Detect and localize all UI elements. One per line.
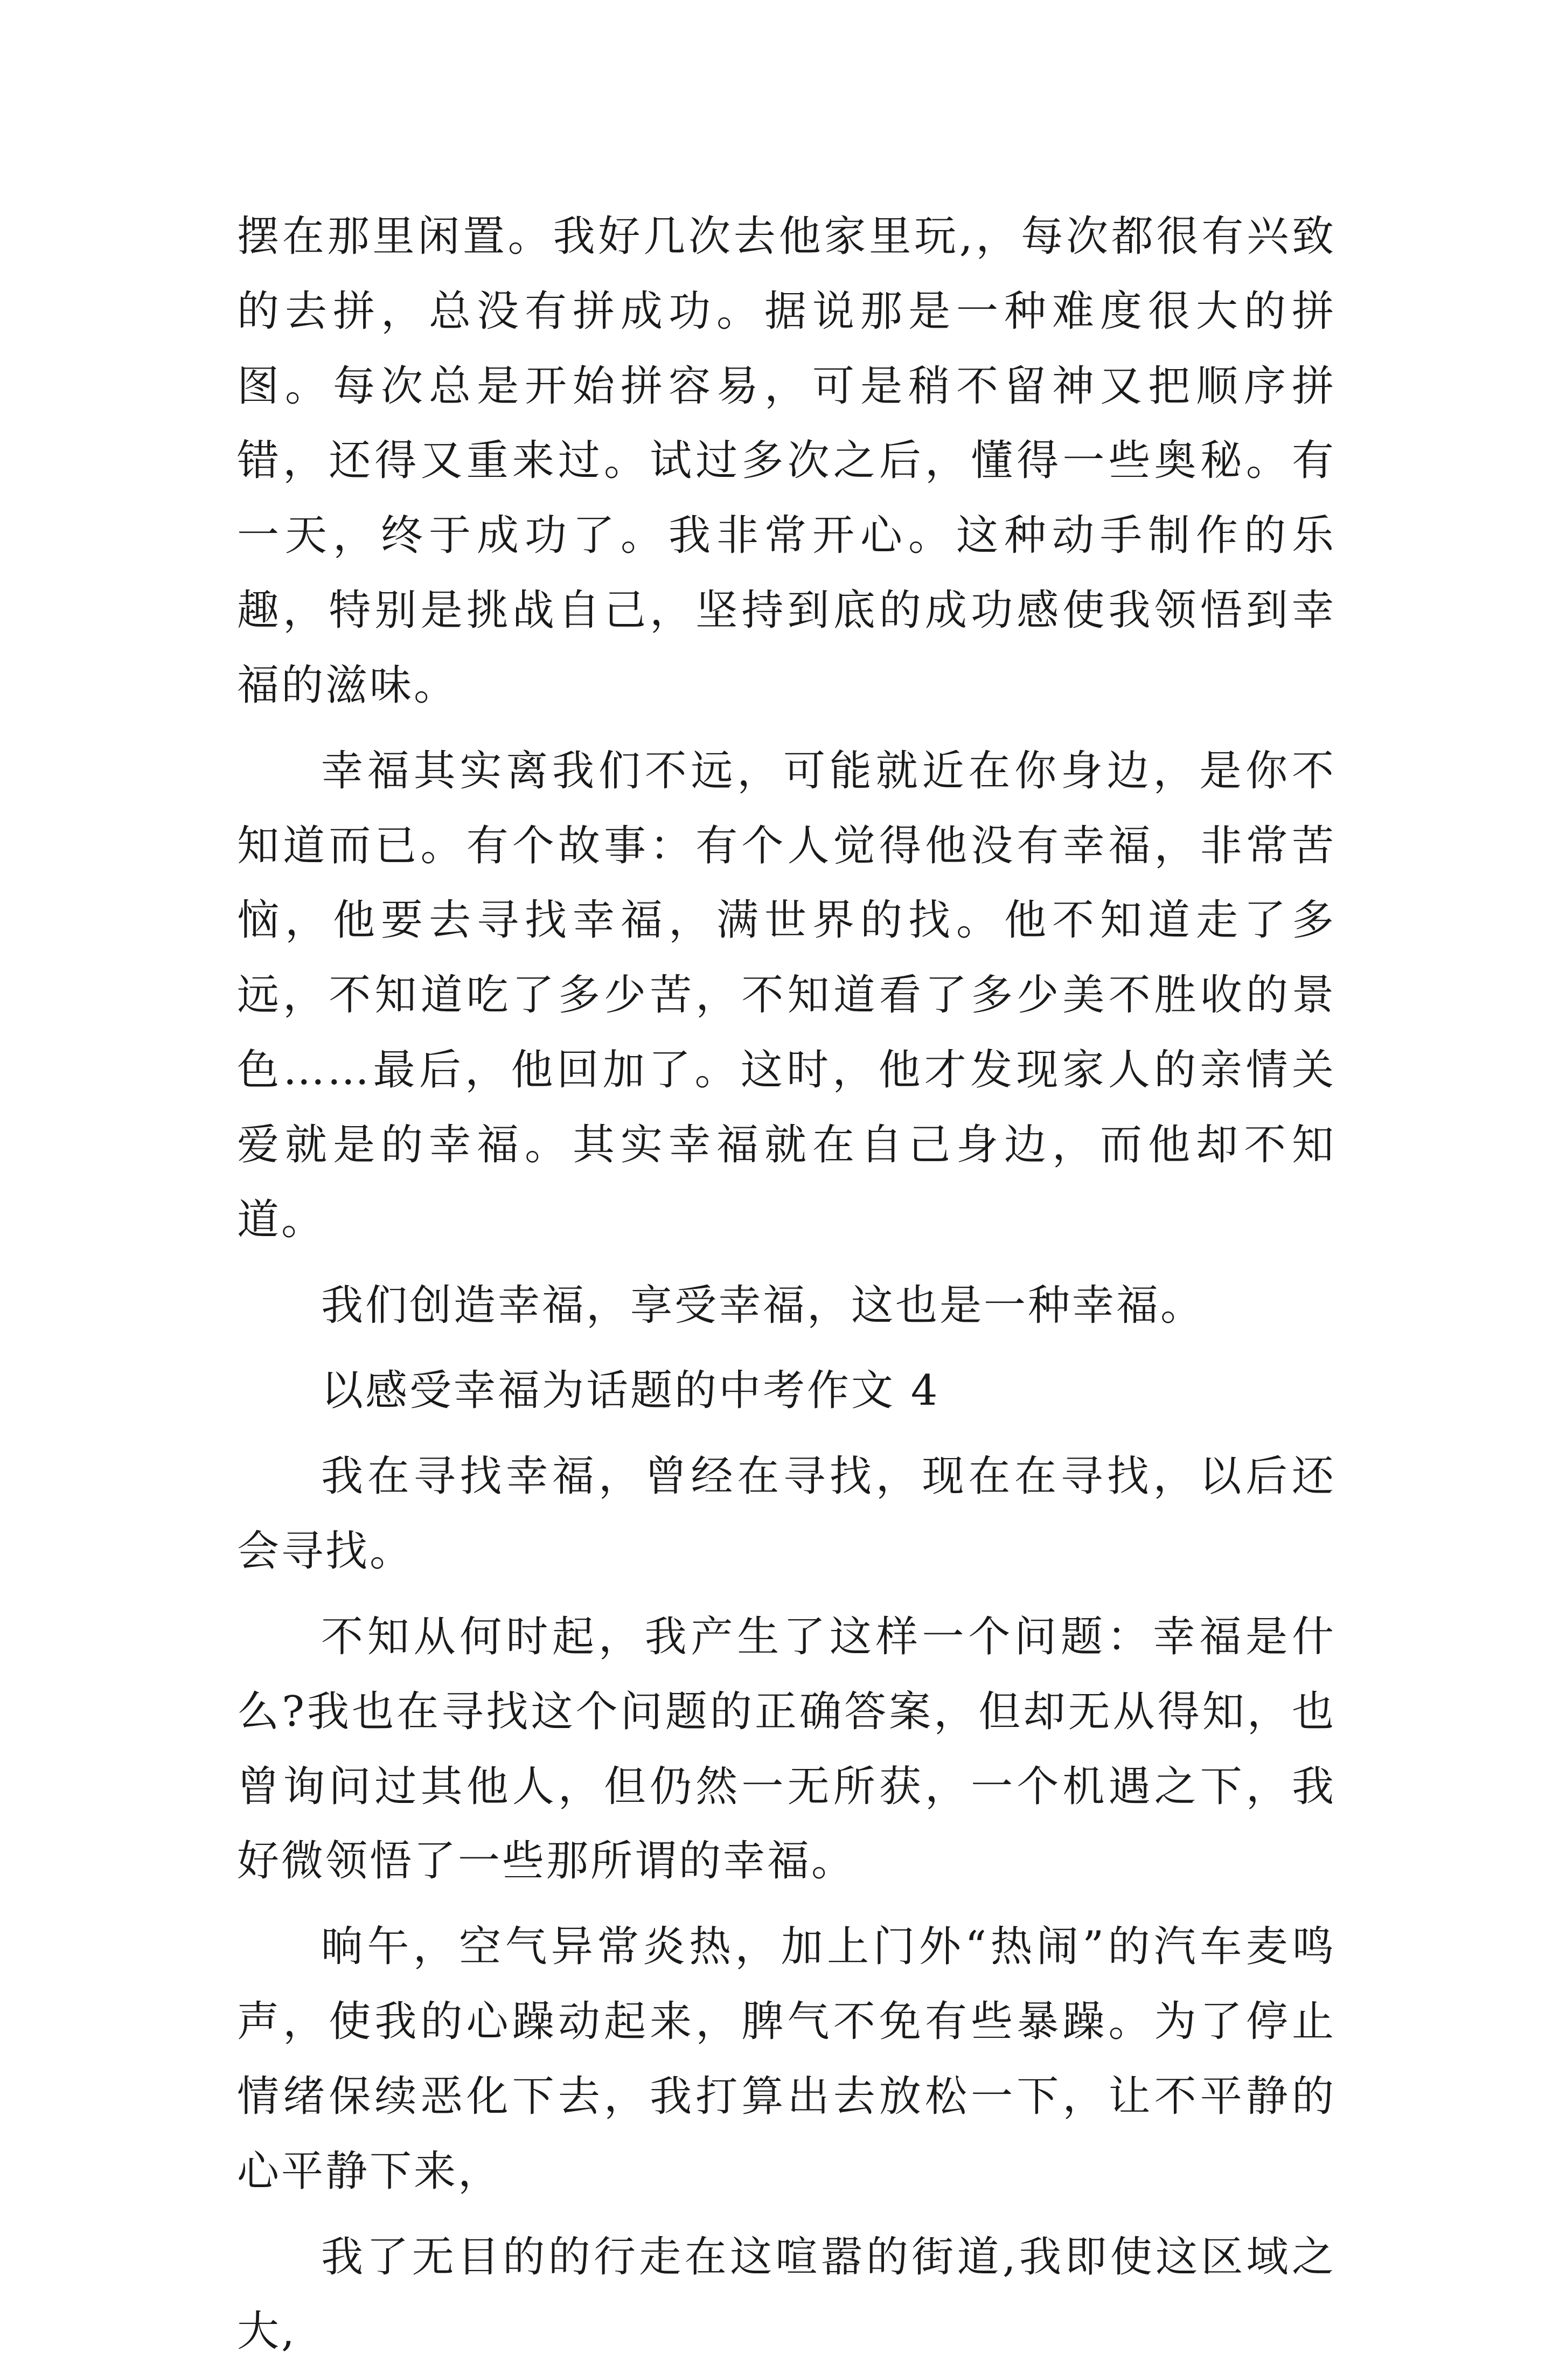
- paragraph: 我们创造幸福，享受幸福，这也是一种幸福。: [321, 1281, 1205, 1330]
- essay-heading: 以感受幸福为话题的中考作文 4: [321, 1366, 940, 1415]
- paragraph: 我在寻找幸福，曾经在寻找，现在在寻找，以后还会寻找。: [237, 1452, 1336, 1576]
- paragraph: 我了无目的的行走在这喧嚣的街道,我即使这区域之大,: [237, 2232, 1336, 2356]
- paragraph: 摆在那里闲置。我好几次去他家里玩,，每次都很有兴致的去拼，总没有拼成功。据说那是一种难度很大的拼图。每次总是开始拼容易，可是稍不留神又把顺序拼错，还得又重来过。试过多次之后，懂得一些奥秘。有一天，终于成功了。我非常开心。这种动手制作的乐趣，特别是挑战自己，坚持到底的成功感使我领悟到幸福的滋味。: [237, 212, 1336, 710]
- document-body: [237, 199, 1336, 2380]
- paragraph: 幸福其实离我们不远，可能就近在你身边，是你不知道而已。有个故事：有个人觉得他没有幸福，非常苦恼，他要去寻找幸福，满世界的找。他不知道走了多远，不知道吃了多少苦，不知道看了多少美不胜收的景色……最后，他回加了。这时，他才发现家人的亲情关爱就是的幸福。其实幸福就在自己身边，而他却不知道。: [237, 746, 1336, 1244]
- paragraph: 晌午，空气异常炎热，加上门外“热闹”的汽车麦鸣声，使我的心躁动起来，脾气不免有些暴躁。为了停止情绪保续恶化下去，我打算出去放松一下，让不平静的心平静下来，: [237, 1923, 1336, 2196]
- paragraph: 不知从何时起，我产生了这样一个问题：幸福是什么?我也在寻找这个问题的正确答案，但却无从得知，也曾询问过其他人，但仍然一无所获，一个机遇之下，我好微领悟了一些那所谓的幸福。: [237, 1612, 1336, 1886]
